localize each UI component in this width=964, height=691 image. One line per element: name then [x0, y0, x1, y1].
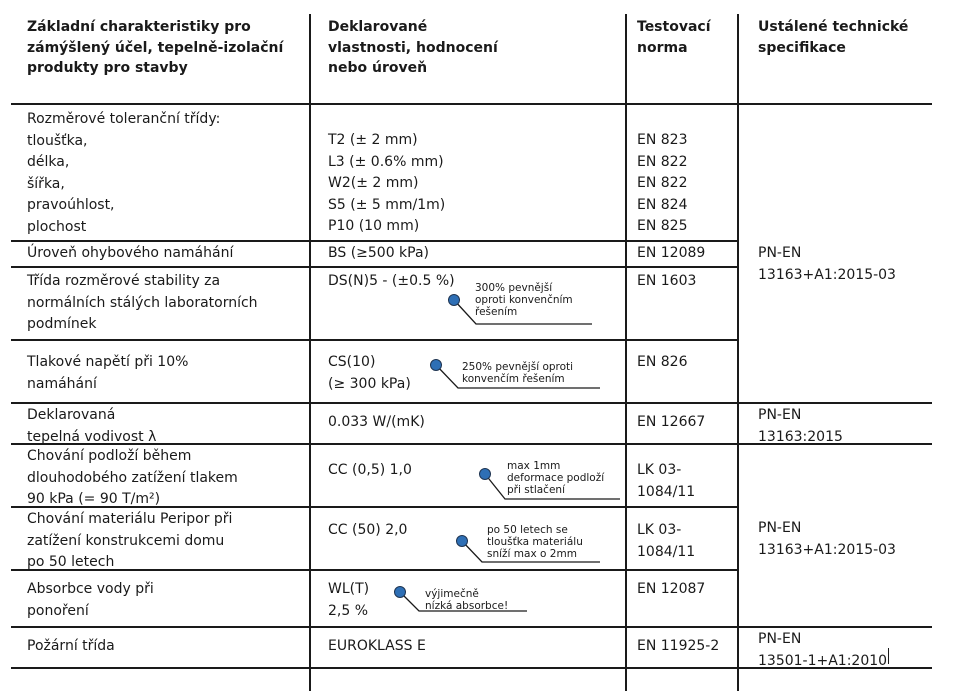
row-characteristic: Chování materiálu Peripor při zatížení konstrukcemi domu po 50 letech [27, 511, 233, 570]
row-value: CS(10) (≥ 300 kPa) [328, 354, 411, 392]
column-divider-3 [737, 14, 739, 691]
row-value: EUROKLASS E [328, 638, 426, 654]
header-characteristic: Základní charakteristiky pro zámýšlený účel, tepelně-izolační produkty pro stavby [27, 19, 284, 76]
row-value: DS(N)5 - (±0.5 %) [328, 273, 455, 289]
header-rule [11, 103, 932, 105]
row-norm: EN 12667 [637, 414, 706, 430]
row-value: BS (≥500 kPa) [328, 245, 430, 261]
row-characteristic: Rozměrové toleranční třídy: tloušťka, délka, šířka, pravoúhlost, plochost [27, 111, 221, 235]
row-rule [11, 402, 932, 404]
row-value: 0.033 W/(mK) [328, 414, 425, 430]
row-norm: LK 03- 1084/11 [637, 462, 696, 500]
callout-note: max 1mm deformace podloží při stlačení [507, 460, 605, 496]
column-divider-1 [309, 14, 311, 691]
column-divider-2 [625, 14, 627, 691]
callout-note: výjimečně nízká absorbce! [425, 588, 509, 612]
row-norm: LK 03- 1084/11 [637, 522, 696, 560]
row-characteristic: Třída rozměrové stability za normálních stálých laboratorních podmínek [27, 273, 258, 332]
technical-spec: PN-EN 13501-1+A1:2010 [758, 631, 888, 669]
technical-spec: PN-EN 13163+A1:2015-03 [758, 245, 896, 283]
row-rule [11, 266, 738, 268]
row-rule [11, 626, 932, 628]
row-value: T2 (± 2 mm) L3 (± 0.6% mm) W2(± 2 mm) S5 (± 5 mm/1m) P10 (10 mm) [328, 132, 446, 234]
header-declared-value: Deklarované vlastnosti, hodnocení nebo úroveň [328, 19, 498, 76]
row-value: WL(T) 2,5 % [328, 581, 370, 619]
header-technical-spec: Ustálené technické specifikace [758, 19, 909, 56]
row-norm: EN 11925-2 [637, 638, 720, 654]
row-characteristic: Absorbce vody při ponoření [27, 581, 154, 619]
row-norm: EN 12087 [637, 581, 706, 597]
row-value: CC (0,5) 1,0 [328, 462, 412, 478]
callout-note: 250% pevnější oproti konvenčím řešením [462, 361, 574, 385]
row-value: CC (50) 2,0 [328, 522, 408, 538]
callout-note: po 50 letech se tloušťka materiálu sníží max o 2mm [487, 524, 583, 560]
row-characteristic: Deklarovaná tepelná vodivost λ [27, 407, 157, 445]
header-test-norm: Testovací norma [637, 19, 711, 56]
row-norm: EN 12089 [637, 245, 706, 261]
technical-spec: PN-EN 13163+A1:2015-03 [758, 520, 896, 558]
row-characteristic: Tlakové napětí při 10% namáhání [27, 354, 189, 392]
row-rule [11, 240, 738, 242]
text-cursor [888, 648, 889, 664]
callout-note: 300% pevnější oproti konvenčním řešením [475, 282, 573, 318]
row-norm: EN 826 [637, 354, 688, 370]
row-characteristic: Úroveň ohybového namáhání [27, 245, 234, 261]
row-characteristic: Chování podloží během dlouhodobého zatížení tlakem 90 kPa (= 90 T/m²) [27, 448, 238, 507]
row-norm: EN 823 EN 822 EN 822 EN 824 EN 825 [637, 132, 688, 234]
row-characteristic: Požární třída [27, 638, 115, 654]
row-rule [11, 339, 738, 341]
technical-spec: PN-EN 13163:2015 [758, 407, 843, 445]
row-norm: EN 1603 [637, 273, 697, 289]
